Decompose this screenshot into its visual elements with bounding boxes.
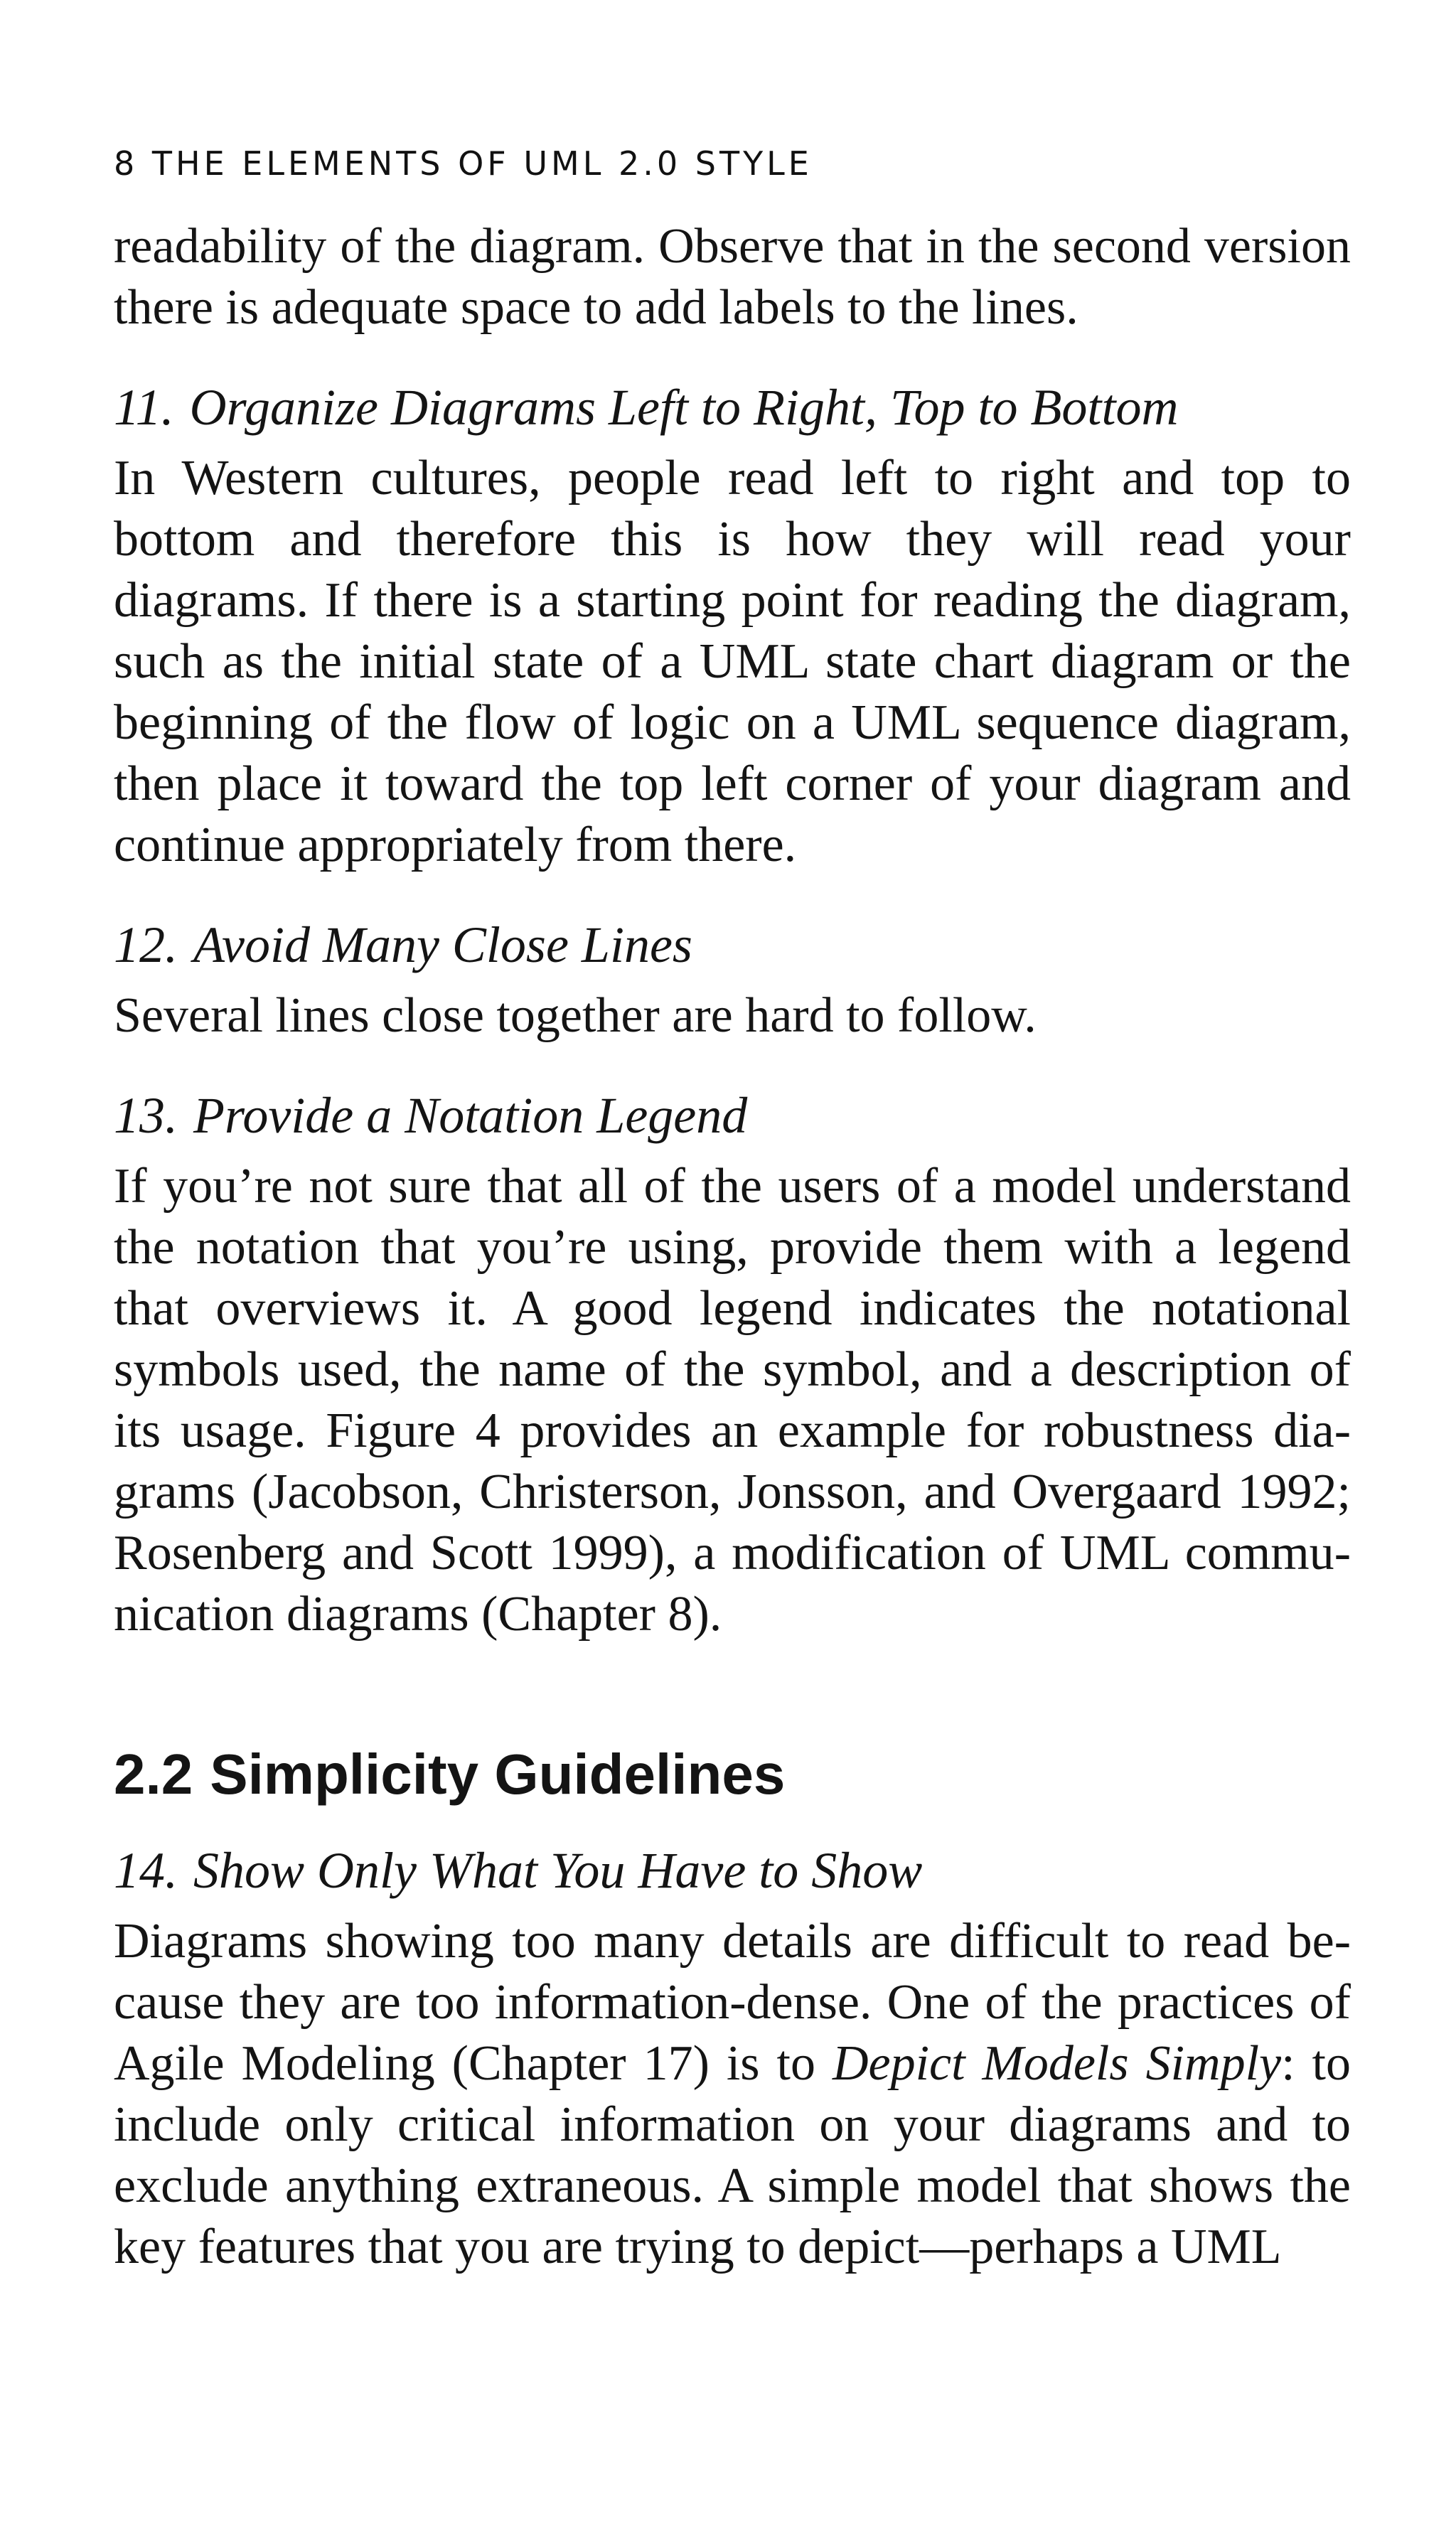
guideline-14-number: 14. — [114, 1842, 178, 1899]
guideline-13-number: 13. — [114, 1087, 178, 1144]
guideline-14-title: Show Only What You Have to Show — [193, 1842, 923, 1899]
guideline-11-heading — [114, 375, 1351, 439]
guideline-12-heading — [114, 913, 1351, 977]
guideline-14-heading — [114, 1838, 1351, 1902]
guideline-14-body-part1: Diagrams showing too many details are difficult to read because they are too information-dense. One of the practices of Agile Modeling (Chapter 17) is to — [114, 1914, 1351, 2091]
guideline-11-number: 11. — [114, 379, 174, 436]
guideline-14-emphasis: Depict Models Simply — [832, 2036, 1282, 2091]
running-head: 8 THE ELEMENTS OF UML 2.0 STYLE — [114, 144, 813, 183]
guideline-13-body: If you’re not sure that all of the users of a model understand the notation that you’re using, provide them with a legend that overviews it. A good legend indicates the notational symbols used, the name of the symbol, and a description of its usage. Figure 4 provides an example for robustness diagrams (Jacobson, Christerson, Jonsson, and Overgaard 1992; Rosenberg and Scott 1999), a modification of UML communication diagrams (Chapter 8). — [114, 1159, 1351, 1642]
guideline-12-number: 12. — [114, 916, 178, 973]
book-page — [114, 142, 1351, 2278]
guideline-12-body: Several lines close together are hard to follow. — [114, 988, 1037, 1043]
section-heading — [114, 1739, 1351, 1810]
section-number: 2.2 — [114, 1743, 193, 1806]
section-title: Simplicity Guidelines — [210, 1743, 786, 1806]
guideline-11-body: In Western cultures, people read left to right and top to bottom and therefore this is how they will read your diagrams. If there is a starting point for reading the diagram, such as the initial state of a UML state chart diagram or the beginning of the flow of logic on a UML sequence diagram, then place it toward the top left corner of your diagram and continue appropriately from there. — [114, 451, 1351, 872]
guideline-13-title: Provide a Notation Legend — [193, 1087, 748, 1144]
intro-paragraph: readability of the diagram. Observe that in the second version there is adequate space to add labels to the lines. — [114, 219, 1351, 335]
guideline-12-title: Avoid Many Close Lines — [193, 916, 692, 973]
guideline-14-body-part2: : to include only critical information on your diagrams and to exclude anything extraneous. A simple model that shows the key features that you are trying to depict—perhaps a UML — [114, 2036, 1351, 2274]
guideline-13-heading — [114, 1083, 1351, 1147]
guideline-11-title: Organize Diagrams Left to Right, Top to Bottom — [189, 379, 1179, 436]
guideline-14-body — [114, 1911, 1351, 2278]
